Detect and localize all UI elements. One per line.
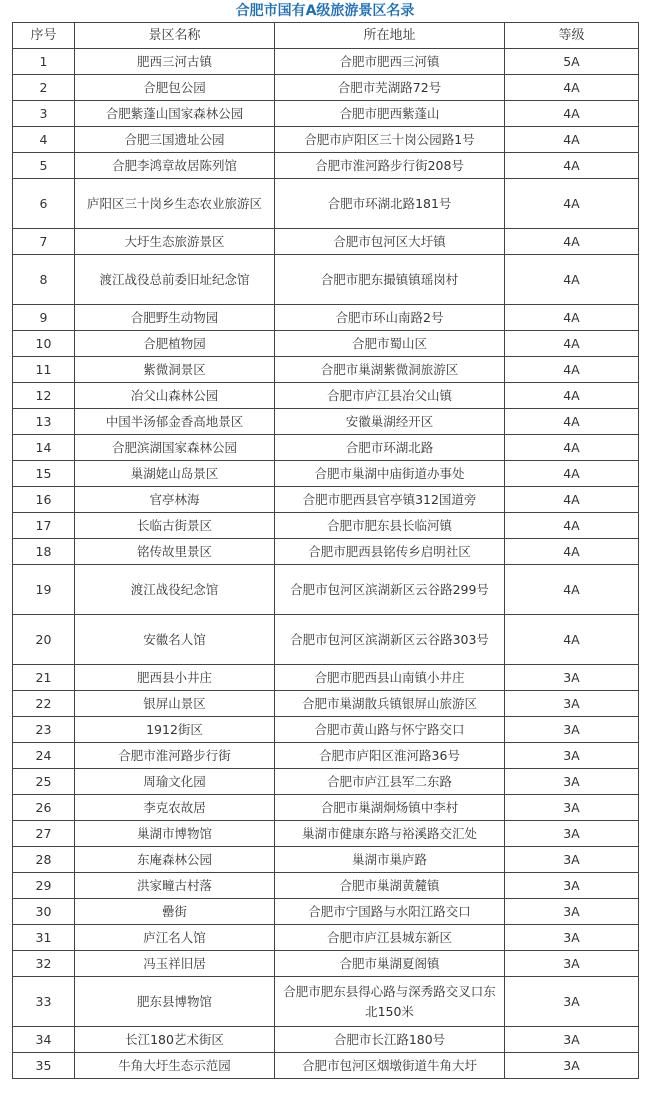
row-name: 周瑜文化园 xyxy=(75,769,275,795)
table-row xyxy=(13,1053,639,1079)
table-row xyxy=(13,357,639,383)
row-grade: 3A xyxy=(505,977,639,1027)
row-grade: 3A xyxy=(505,821,639,847)
row-number: 21 xyxy=(13,665,75,691)
row-number: 9 xyxy=(13,305,75,331)
row-name: 肥西县小井庄 xyxy=(75,665,275,691)
row-number: 27 xyxy=(13,821,75,847)
row-address: 合肥市肥西县官亭镇312国道旁 xyxy=(275,487,505,513)
table-row xyxy=(13,665,639,691)
row-number: 4 xyxy=(13,127,75,153)
row-name: 大圩生态旅游景区 xyxy=(75,229,275,255)
row-address: 巢湖市健康东路与裕溪路交汇处 xyxy=(275,821,505,847)
row-name: 合肥市淮河路步行街 xyxy=(75,743,275,769)
row-name: 合肥野生动物园 xyxy=(75,305,275,331)
row-address: 合肥市包河区烟墩街道牛角大圩 xyxy=(275,1053,505,1079)
row-grade: 3A xyxy=(505,951,639,977)
row-number: 23 xyxy=(13,717,75,743)
table-row xyxy=(13,305,639,331)
table-row xyxy=(13,75,639,101)
row-number: 28 xyxy=(13,847,75,873)
row-address: 合肥市肥西紫蓬山 xyxy=(275,101,505,127)
row-name: 银屏山景区 xyxy=(75,691,275,717)
row-number: 25 xyxy=(13,769,75,795)
row-grade: 4A xyxy=(505,383,639,409)
row-grade: 3A xyxy=(505,691,639,717)
table-row xyxy=(13,179,639,229)
row-name: 渡江战役纪念馆 xyxy=(75,565,275,615)
table-row xyxy=(13,435,639,461)
row-address: 合肥市包河区滨湖新区云谷路303号 xyxy=(275,615,505,665)
table-row xyxy=(13,691,639,717)
header-name: 景区名称 xyxy=(75,23,275,49)
row-address: 合肥市庐阳区三十岗公园路1号 xyxy=(275,127,505,153)
row-name: 巢湖姥山岛景区 xyxy=(75,461,275,487)
row-grade: 3A xyxy=(505,899,639,925)
row-address: 合肥市巢湖夏阁镇 xyxy=(275,951,505,977)
header-grade: 等级 xyxy=(505,23,639,49)
row-number: 10 xyxy=(13,331,75,357)
row-name: 冯玉祥旧居 xyxy=(75,951,275,977)
row-grade: 3A xyxy=(505,925,639,951)
table-row xyxy=(13,977,639,1027)
row-name: 庐阳区三十岗乡生态农业旅游区 xyxy=(75,179,275,229)
row-number: 22 xyxy=(13,691,75,717)
row-grade: 4A xyxy=(505,513,639,539)
row-name: 牛角大圩生态示范园 xyxy=(75,1053,275,1079)
row-grade: 4A xyxy=(505,179,639,229)
row-name: 李克农故居 xyxy=(75,795,275,821)
row-name: 洪家疃古村落 xyxy=(75,873,275,899)
row-grade: 3A xyxy=(505,795,639,821)
row-address: 合肥市肥东撮镇镇瑶岗村 xyxy=(275,255,505,305)
row-number: 26 xyxy=(13,795,75,821)
row-grade: 4A xyxy=(505,461,639,487)
row-address: 合肥市蜀山区 xyxy=(275,331,505,357)
row-grade: 4A xyxy=(505,615,639,665)
row-address: 合肥市庐阳区淮河路36号 xyxy=(275,743,505,769)
row-number: 12 xyxy=(13,383,75,409)
table-row xyxy=(13,743,639,769)
row-grade: 3A xyxy=(505,717,639,743)
row-name: 长江180艺术街区 xyxy=(75,1027,275,1053)
row-name: 合肥李鸿章故居陈列馆 xyxy=(75,153,275,179)
row-name: 冶父山森林公园 xyxy=(75,383,275,409)
row-address: 合肥市肥西三河镇 xyxy=(275,49,505,75)
row-number: 13 xyxy=(13,409,75,435)
row-number: 8 xyxy=(13,255,75,305)
table-row xyxy=(13,565,639,615)
table-row xyxy=(13,513,639,539)
table-row xyxy=(13,539,639,565)
row-address: 合肥市肥东县得心路与深秀路交叉口东北150米 xyxy=(275,977,505,1027)
row-number: 3 xyxy=(13,101,75,127)
row-grade: 4A xyxy=(505,127,639,153)
table-row xyxy=(13,795,639,821)
table-row xyxy=(13,153,639,179)
table-row xyxy=(13,717,639,743)
row-number: 24 xyxy=(13,743,75,769)
row-address: 合肥市庐江县冶父山镇 xyxy=(275,383,505,409)
row-number: 7 xyxy=(13,229,75,255)
row-number: 16 xyxy=(13,487,75,513)
page-title: 合肥市国有A级旅游景区名录 xyxy=(235,3,415,19)
row-name: 渡江战役总前委旧址纪念馆 xyxy=(75,255,275,305)
row-number: 30 xyxy=(13,899,75,925)
row-grade: 4A xyxy=(505,357,639,383)
row-address: 合肥市巢湖散兵镇银屏山旅游区 xyxy=(275,691,505,717)
row-grade: 4A xyxy=(505,255,639,305)
row-number: 6 xyxy=(13,179,75,229)
row-number: 5 xyxy=(13,153,75,179)
row-number: 15 xyxy=(13,461,75,487)
row-grade: 4A xyxy=(505,101,639,127)
row-address: 合肥市长江路180号 xyxy=(275,1027,505,1053)
row-address: 合肥市芜湖路72号 xyxy=(275,75,505,101)
row-number: 18 xyxy=(13,539,75,565)
row-grade: 4A xyxy=(505,331,639,357)
row-number: 33 xyxy=(13,977,75,1027)
row-name: 东庵森林公园 xyxy=(75,847,275,873)
row-address: 合肥市包河区大圩镇 xyxy=(275,229,505,255)
row-address: 合肥市环山南路2号 xyxy=(275,305,505,331)
table-row xyxy=(13,899,639,925)
table-row xyxy=(13,1027,639,1053)
row-address: 合肥市巢湖烔炀镇中李村 xyxy=(275,795,505,821)
row-name: 紫微洞景区 xyxy=(75,357,275,383)
row-address: 合肥市庐江县城东新区 xyxy=(275,925,505,951)
row-name: 铭传故里景区 xyxy=(75,539,275,565)
header-number: 序号 xyxy=(13,23,75,49)
row-grade: 4A xyxy=(505,153,639,179)
row-address: 合肥市肥西县铭传乡启明社区 xyxy=(275,539,505,565)
row-name: 长临古街景区 xyxy=(75,513,275,539)
row-number: 32 xyxy=(13,951,75,977)
header-address: 所在地址 xyxy=(275,23,505,49)
row-grade: 4A xyxy=(505,305,639,331)
row-grade: 3A xyxy=(505,847,639,873)
row-grade: 3A xyxy=(505,769,639,795)
row-address: 合肥市肥西县山南镇小井庄 xyxy=(275,665,505,691)
row-grade: 3A xyxy=(505,873,639,899)
table-row xyxy=(13,331,639,357)
table-row xyxy=(13,487,639,513)
row-name: 肥东县博物馆 xyxy=(75,977,275,1027)
row-name: 合肥紫蓬山国家森林公园 xyxy=(75,101,275,127)
row-grade: 4A xyxy=(505,539,639,565)
row-address: 合肥市巢湖紫微洞旅游区 xyxy=(275,357,505,383)
row-number: 20 xyxy=(13,615,75,665)
row-address: 合肥市环湖北路181号 xyxy=(275,179,505,229)
row-number: 17 xyxy=(13,513,75,539)
row-address: 合肥市淮河路步行街208号 xyxy=(275,153,505,179)
scenic-area-table xyxy=(12,22,639,1079)
row-grade: 4A xyxy=(505,75,639,101)
table-row xyxy=(13,229,639,255)
table-row xyxy=(13,615,639,665)
row-grade: 3A xyxy=(505,743,639,769)
row-name: 庐江名人馆 xyxy=(75,925,275,951)
row-number: 19 xyxy=(13,565,75,615)
table-row xyxy=(13,49,639,75)
row-name: 合肥三国遗址公园 xyxy=(75,127,275,153)
row-grade: 5A xyxy=(505,49,639,75)
row-grade: 4A xyxy=(505,435,639,461)
row-address: 合肥市巢湖中庙街道办事处 xyxy=(275,461,505,487)
row-name: 罍街 xyxy=(75,899,275,925)
row-name: 1912街区 xyxy=(75,717,275,743)
row-grade: 4A xyxy=(505,229,639,255)
row-address: 合肥市包河区滨湖新区云谷路299号 xyxy=(275,565,505,615)
table-body xyxy=(13,49,639,1079)
row-address: 合肥市环湖北路 xyxy=(275,435,505,461)
table-header-row xyxy=(13,23,639,49)
row-number: 1 xyxy=(13,49,75,75)
row-grade: 4A xyxy=(505,565,639,615)
table-row xyxy=(13,847,639,873)
row-number: 2 xyxy=(13,75,75,101)
row-grade: 4A xyxy=(505,409,639,435)
row-grade: 3A xyxy=(505,665,639,691)
row-address: 安徽巢湖经开区 xyxy=(275,409,505,435)
table-row xyxy=(13,461,639,487)
row-grade: 4A xyxy=(505,487,639,513)
table-row xyxy=(13,925,639,951)
row-number: 35 xyxy=(13,1053,75,1079)
row-number: 31 xyxy=(13,925,75,951)
table-row xyxy=(13,769,639,795)
row-grade: 3A xyxy=(505,1027,639,1053)
table-row xyxy=(13,951,639,977)
row-name: 官亭林海 xyxy=(75,487,275,513)
row-name: 安徽名人馆 xyxy=(75,615,275,665)
row-number: 11 xyxy=(13,357,75,383)
row-address: 合肥市肥东县长临河镇 xyxy=(275,513,505,539)
row-number: 14 xyxy=(13,435,75,461)
row-name: 合肥包公园 xyxy=(75,75,275,101)
table-row xyxy=(13,255,639,305)
row-address: 合肥市巢湖黄麓镇 xyxy=(275,873,505,899)
row-number: 29 xyxy=(13,873,75,899)
row-grade: 3A xyxy=(505,1053,639,1079)
row-name: 巢湖市博物馆 xyxy=(75,821,275,847)
row-name: 合肥植物园 xyxy=(75,331,275,357)
row-name: 中国半汤郁金香高地景区 xyxy=(75,409,275,435)
table-row xyxy=(13,101,639,127)
table-row xyxy=(13,127,639,153)
row-address: 合肥市宁国路与水阳江路交口 xyxy=(275,899,505,925)
row-address: 合肥市庐江县军二东路 xyxy=(275,769,505,795)
table-row xyxy=(13,821,639,847)
row-name: 肥西三河古镇 xyxy=(75,49,275,75)
row-number: 34 xyxy=(13,1027,75,1053)
row-name: 合肥滨湖国家森林公园 xyxy=(75,435,275,461)
table-row xyxy=(13,383,639,409)
row-address: 合肥市黄山路与怀宁路交口 xyxy=(275,717,505,743)
row-address: 巢湖市巢庐路 xyxy=(275,847,505,873)
table-row xyxy=(13,873,639,899)
table-row xyxy=(13,409,639,435)
